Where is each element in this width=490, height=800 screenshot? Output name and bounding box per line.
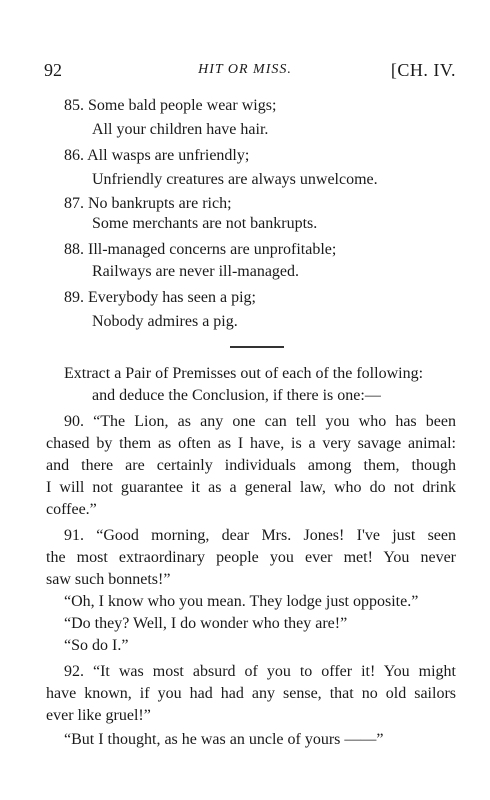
passage-92-line-4: “But I thought, as he was an uncle of yours ——” bbox=[64, 731, 384, 748]
passage-90-line-1: 90. “The Lion, as any one can tell you who has been bbox=[64, 413, 456, 430]
section-heading-line-1: Extract a Pair of Premisses out of each of the following: bbox=[64, 365, 424, 382]
premise-text: All wasps are unfriendly; bbox=[87, 147, 250, 164]
passage-90-line-3: and there are certainly individuals among them, though bbox=[46, 457, 456, 474]
passage-91-line-1: 91. “Good morning, dear Mrs. Jones! I've just seen bbox=[64, 527, 456, 544]
problem-87-premise-1 bbox=[64, 194, 232, 214]
premise-text: No bankrupts are rich; bbox=[88, 195, 232, 212]
premise-text: Ill-managed concerns are unprofitable; bbox=[88, 241, 337, 258]
problem-number: 87. bbox=[64, 195, 84, 212]
passage-91-line-4: “Oh, I know who you mean. They lodge just opposite.” bbox=[64, 593, 419, 610]
problem-85-premise-1 bbox=[64, 96, 276, 116]
passage-90-line-4: I will not guarantee it as a general law, who do not drink bbox=[46, 479, 456, 496]
problem-87-premise-2: Some merchants are not bankrupts. bbox=[92, 215, 318, 232]
running-title: HIT OR MISS. bbox=[198, 62, 292, 77]
chapter-label: [CH. IV. bbox=[390, 60, 456, 80]
problem-88-premise-2: Railways are never ill-managed. bbox=[92, 263, 300, 280]
problem-number: 88. bbox=[64, 241, 84, 258]
problem-85-premise-2: All your children have hair. bbox=[92, 121, 269, 138]
passage-92-line-2: have known, if you had had any sense, that no old sailors bbox=[46, 685, 456, 702]
passage-91-line-3: saw such bonnets!” bbox=[46, 571, 171, 588]
passage-91-line-6: “So do I.” bbox=[64, 637, 129, 654]
passage-92-line-1: 92. “It was most absurd of you to offer it! You might bbox=[64, 663, 456, 680]
section-divider bbox=[230, 346, 284, 348]
running-header bbox=[0, 60, 490, 84]
problem-89-premise-2: Nobody admires a pig. bbox=[92, 313, 238, 330]
problem-89-premise-1 bbox=[64, 288, 256, 308]
problem-number: 89. bbox=[64, 289, 84, 306]
passage-91-line-5: “Do they? Well, I do wonder who they are!” bbox=[64, 615, 348, 632]
problem-number: 85. bbox=[64, 97, 84, 114]
problem-88-premise-1 bbox=[64, 240, 336, 260]
passage-90-line-5: coffee.” bbox=[46, 501, 97, 518]
premise-text: Everybody has seen a pig; bbox=[88, 289, 256, 306]
premise-text: Some bald people wear wigs; bbox=[88, 97, 277, 114]
section-heading-line-2: and deduce the Conclusion, if there is one:— bbox=[92, 387, 381, 404]
passage-91-line-2: the most extraordinary people you ever met! You never bbox=[46, 549, 456, 566]
page-number: 92 bbox=[44, 60, 62, 80]
problem-number: 86. bbox=[64, 147, 84, 164]
passage-92-line-3: ever like gruel!” bbox=[46, 707, 151, 724]
passage-90-line-2: chased by them as often as I have, is a very savage animal: bbox=[46, 435, 456, 452]
problem-86-premise-1 bbox=[64, 146, 249, 166]
problem-86-premise-2: Unfriendly creatures are always unwelcome. bbox=[92, 171, 378, 188]
